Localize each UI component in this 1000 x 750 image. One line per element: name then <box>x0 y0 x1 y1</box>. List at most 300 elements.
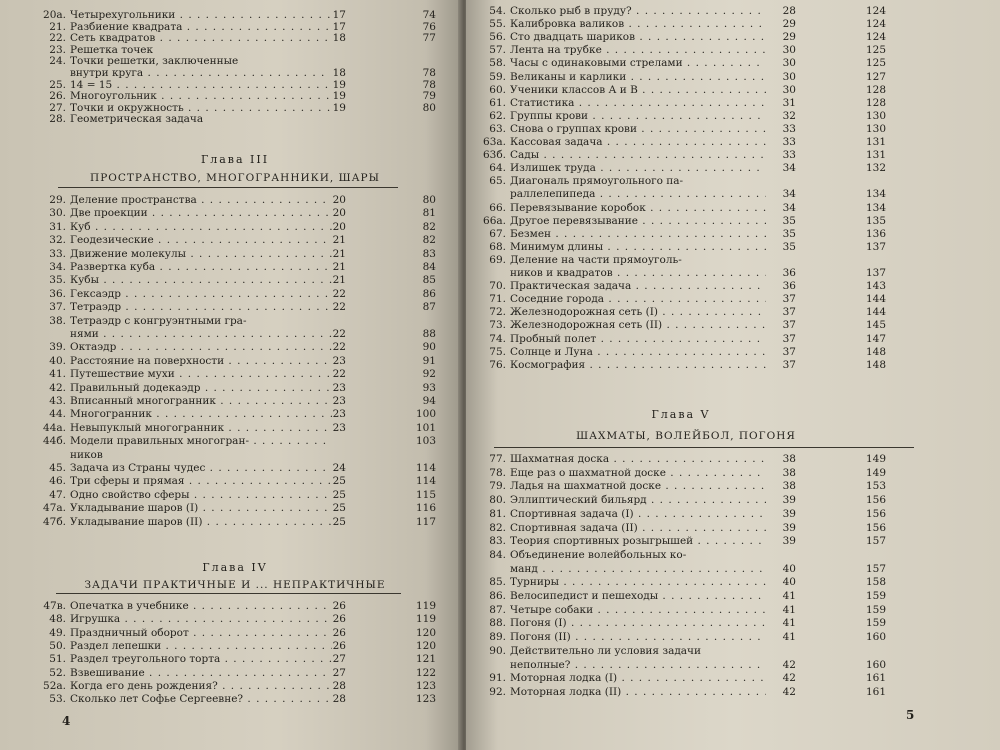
toc-entry <box>480 562 906 576</box>
toc-entry <box>480 479 906 493</box>
toc-entry-number: 35. <box>49 274 66 287</box>
toc-entry-title: Сады . . . <box>510 148 766 162</box>
toc-entry-solution-page: 92 <box>422 368 436 381</box>
toc-entry-problem-page: 21 <box>332 261 346 273</box>
right-page-number: 5 <box>906 708 915 722</box>
toc-entry <box>480 135 906 149</box>
toc-entry-solution-page: 123 <box>415 679 436 692</box>
toc-entry-title: Калибровка валиков . . . <box>510 17 766 31</box>
toc-entry-number: 73. <box>489 319 506 332</box>
toc-entry-problem-page: 37 <box>782 319 796 332</box>
toc-entry-number: 55. <box>489 18 506 31</box>
toc-entry-number: 63. <box>489 122 506 135</box>
toc-entry-solution-page: 84 <box>422 261 436 273</box>
toc-entry-solution-page: 149 <box>865 453 886 465</box>
toc-entry-solution-page: 147 <box>865 332 886 345</box>
toc-entry-title: Взвешивание . . . <box>70 666 332 680</box>
toc-entry-number: 62. <box>489 109 506 122</box>
toc-entry-title: Спортивная задача (I) . . . <box>510 507 766 521</box>
toc-entry-solution-page: 74 <box>422 9 436 21</box>
chapter-5-label: Глава V <box>651 408 711 421</box>
right-page <box>466 0 1000 750</box>
toc-entry-number: 25. <box>49 78 66 91</box>
toc-entry-solution-page: 82 <box>422 220 436 233</box>
toc-entry <box>480 279 906 293</box>
toc-entry-problem-page: 39 <box>782 507 796 520</box>
toc-entry-problem-page: 33 <box>782 149 796 162</box>
toc-entry-solution-page: 130 <box>865 109 886 122</box>
toc-entry-title: Раздел треугольного торта . . . <box>70 652 332 666</box>
toc-entry-problem-page: 30 <box>782 57 796 70</box>
toc-entry-title: Статистика . . . <box>510 96 766 110</box>
toc-entry-number: 38. <box>49 314 66 327</box>
toc-entry-problem-page: 26 <box>332 600 346 612</box>
toc-entry-problem-page: 42 <box>782 685 796 698</box>
toc-entry-title: Решетка точек <box>70 43 154 56</box>
toc-entry-title: Лента на трубке . . . <box>510 43 766 57</box>
toc-entry-solution-page: 143 <box>865 280 886 293</box>
toc-entry-number: 70. <box>489 280 506 293</box>
toc-entry-title: Движение молекулы . . . <box>70 247 332 261</box>
toc-entry-title: Разбиение квадрата . . . <box>70 20 330 34</box>
toc-entry-number: 32. <box>49 234 66 247</box>
toc-entry-title: Еще раз о шахматной доске . . . <box>510 466 766 480</box>
toc-entry-title: Тетраэдр с конгруэнтными гра- <box>70 314 247 327</box>
toc-entry <box>480 589 906 603</box>
toc-entry-title: Модели правильных многогран- . . . <box>70 434 332 448</box>
toc-entry-title: Группы крови . . . <box>510 109 766 123</box>
toc-entry-number: 91. <box>489 672 506 685</box>
toc-entry-number: 49. <box>49 626 66 639</box>
toc-entry-number: 78. <box>489 466 506 479</box>
toc-entry-number: 39. <box>49 341 66 354</box>
toc-entry-number: 87. <box>489 603 506 616</box>
toc-entry <box>480 83 906 97</box>
toc-entry-problem-page: 29 <box>782 31 796 44</box>
toc-entry-problem-page: 18 <box>332 67 346 79</box>
toc-entry-number: 92. <box>489 685 506 698</box>
toc-entry-title: Турниры . . . <box>510 575 766 589</box>
toc-entry <box>480 214 906 228</box>
toc-entry-solution-page: 144 <box>865 306 886 319</box>
toc-entry-problem-page: 21 <box>332 274 346 287</box>
toc-entry <box>480 253 906 267</box>
toc-entry-number: 86. <box>489 590 506 602</box>
toc-entry-title: Праздничный оборот . . . <box>70 626 332 640</box>
toc-entry-title: Задача из Страны чудес . . . <box>70 461 332 475</box>
toc-entry-problem-page: 22 <box>332 301 346 314</box>
toc-entry-problem-page: 35 <box>782 240 796 253</box>
toc-entry-title: Снова о группах крови . . . <box>510 122 766 136</box>
toc-entry <box>40 394 462 408</box>
toc-entry-title: Практическая задача . . . <box>510 279 766 293</box>
toc-entry <box>480 466 906 480</box>
toc-entry-solution-page: 131 <box>865 149 886 162</box>
toc-entry-solution-page: 137 <box>865 267 886 279</box>
toc-entry-number: 54. <box>489 5 506 17</box>
toc-entry-solution-page: 160 <box>865 631 886 644</box>
toc-entry-solution-page: 159 <box>865 617 886 630</box>
toc-entry-number: 67. <box>489 227 506 240</box>
toc-entry-problem-page: 42 <box>782 658 796 671</box>
toc-entry-solution-page: 122 <box>415 666 436 679</box>
toc-entry-problem-page: 23 <box>332 381 346 394</box>
toc-entry <box>480 70 906 84</box>
toc-entry-solution-page: 159 <box>865 590 886 602</box>
toc-entry-solution-page: 76 <box>422 20 436 33</box>
toc-entry-number: 72. <box>489 306 506 319</box>
toc-entry <box>40 434 462 448</box>
toc-entry <box>40 679 462 693</box>
toc-entry-number: 36. <box>49 287 66 300</box>
toc-entry-solution-page: 121 <box>415 653 436 666</box>
toc-entry-problem-page: 23 <box>332 395 346 407</box>
toc-entry <box>480 507 906 521</box>
toc-entry-number: 77. <box>489 453 506 465</box>
toc-entry-problem-page: 27 <box>332 666 346 679</box>
toc-entry-number: 71. <box>489 293 506 306</box>
toc-entry-title: Солнце и Луна . . . <box>510 345 766 359</box>
toc-entry-number: 59. <box>489 70 506 83</box>
toc-entry-title: Погоня (II) . . . <box>510 630 766 644</box>
toc-entry-title: Моторная лодка (II) . . . <box>510 685 766 699</box>
toc-entry-title: Великаны и карлики . . . <box>510 70 766 84</box>
toc-entry-problem-page: 40 <box>782 576 796 589</box>
toc-entry-number: 34. <box>49 261 66 273</box>
toc-entry-number: 44б. <box>42 435 66 448</box>
toc-entry-title: Велосипедист и пешеходы . . . <box>510 589 766 603</box>
toc-entry-title: Геодезические . . . <box>70 233 332 247</box>
toc-entry-title: Вписанный многогранник . . . <box>70 394 332 408</box>
toc-entry-title: Другое перевязывание . . . <box>510 214 766 228</box>
toc-entry <box>40 501 462 515</box>
toc-entry <box>480 201 906 215</box>
toc-entry-problem-page: 25 <box>332 475 346 488</box>
toc-entry <box>40 247 462 261</box>
toc-entry-solution-page: 158 <box>865 576 886 589</box>
toc-entry-title: Пробный полет . . . <box>510 332 766 346</box>
toc-entry-solution-page: 127 <box>865 70 886 83</box>
toc-entry-solution-page: 125 <box>865 57 886 70</box>
toc-entry-number: 64. <box>489 162 506 175</box>
toc-entry-solution-page: 157 <box>865 535 886 548</box>
toc-entry-problem-page: 28 <box>332 679 346 692</box>
chapter-5-title: ШАХМАТЫ, ВОЛЕЙБОЛ, ПОГОНЯ <box>576 430 796 442</box>
toc-entry-problem-page: 37 <box>782 345 796 358</box>
toc-entry-number: 53. <box>49 693 66 706</box>
toc-entry-number: 47б. <box>42 515 66 528</box>
toc-entry <box>480 534 906 548</box>
toc-entry-title: Геометрическая задача <box>70 113 204 126</box>
toc-entry-problem-page: 23 <box>332 408 346 421</box>
toc-entry-number: 20a. <box>43 9 66 21</box>
toc-entry-title: Четырехугольники . . . <box>70 8 330 22</box>
toc-entry-problem-page: 22 <box>332 368 346 381</box>
toc-entry <box>480 345 906 359</box>
toc-entry-problem-page: 34 <box>782 201 796 214</box>
toc-entry-solution-page: 116 <box>415 502 436 515</box>
toc-entry-problem-page: 20 <box>332 220 346 233</box>
toc-entry-problem-page: 36 <box>782 280 796 293</box>
toc-entry <box>480 616 906 630</box>
toc-entry-problem-page: 31 <box>782 96 796 109</box>
toc-entry-solution-page: 90 <box>422 341 436 354</box>
toc-entry <box>40 626 462 640</box>
toc-entry-number: 79. <box>489 480 506 493</box>
toc-entry <box>40 300 462 314</box>
toc-entry-number: 40. <box>49 354 66 367</box>
toc-entry <box>480 332 906 346</box>
toc-entry-problem-page: 26 <box>332 613 346 626</box>
toc-entry <box>40 381 462 395</box>
toc-entry-problem-page: 34 <box>782 162 796 175</box>
toc-entry-solution-page: 136 <box>865 227 886 240</box>
toc-entry <box>40 287 462 301</box>
toc-entry-number: 22. <box>49 32 66 45</box>
toc-entry-solution-page: 128 <box>865 96 886 109</box>
toc-entry-problem-page: 37 <box>782 332 796 345</box>
toc-entry-number: 63б. <box>482 149 506 162</box>
toc-entry <box>480 358 906 372</box>
toc-entry-problem-page: 20 <box>332 194 346 206</box>
toc-entry-number: 74. <box>489 332 506 345</box>
toc-entry-solution-page: 153 <box>865 480 886 493</box>
toc-entry <box>40 327 462 341</box>
toc-entry-problem-page: 27 <box>332 653 346 666</box>
toc-entry-solution-page: 114 <box>415 475 436 488</box>
toc-entry-problem-page: 20 <box>332 207 346 220</box>
toc-entry <box>480 685 906 699</box>
toc-entry-title: 14 = 15 . . . <box>70 78 330 92</box>
toc-entry-problem-page: 32 <box>782 109 796 122</box>
toc-entry-problem-page: 38 <box>782 466 796 479</box>
toc-entry-number: 45. <box>49 462 66 474</box>
toc-entry-number: 85. <box>489 576 506 589</box>
toc-entry-problem-page: 39 <box>782 521 796 534</box>
toc-entry-number: 68. <box>489 240 506 253</box>
toc-entry-title: Тетраэдр . . . <box>70 300 332 314</box>
toc-entry-title: Эллиптический бильярд . . . <box>510 493 766 507</box>
toc-entry-solution-page: 82 <box>422 234 436 247</box>
toc-entry-problem-page: 41 <box>782 603 796 616</box>
toc-entry-solution-page: 77 <box>422 32 436 45</box>
chapter-4-rule <box>56 593 401 594</box>
toc-entry-title: Моторная лодка (I) . . . <box>510 671 766 685</box>
toc-entry-solution-page: 161 <box>865 685 886 698</box>
toc-entry-problem-page: 30 <box>782 70 796 83</box>
toc-entry-problem-page: 33 <box>782 136 796 148</box>
toc-entry-title: Многоугольник . . . <box>70 89 330 103</box>
toc-entry-title: Излишек труда . . . <box>510 161 766 175</box>
toc-entry-number: 47. <box>49 488 66 501</box>
toc-entry-number: 51. <box>49 653 66 666</box>
chapter-4-label: Глава IV <box>202 561 268 574</box>
toc-entry <box>40 206 462 220</box>
chapter-4-title: ЗАДАЧИ ПРАКТИЧНЫЕ И ... НЕПРАКТИЧНЫЕ <box>84 579 386 591</box>
toc-entry-title: Соседние города . . . <box>510 292 766 306</box>
toc-entry <box>480 266 906 280</box>
toc-entry-title: Правильный додекаэдр . . . <box>70 381 332 395</box>
toc-entry <box>40 314 462 328</box>
toc-entry-solution-page: 85 <box>422 274 436 287</box>
toc-entry-title: внутри круга . . . <box>70 66 330 80</box>
toc-entry-title: ников <box>70 448 103 461</box>
toc-entry-number: 24. <box>49 55 66 68</box>
toc-entry-title: Многогранник . . . <box>70 407 332 421</box>
toc-entry <box>480 148 906 162</box>
toc-entry-title: Деление пространства . . . <box>70 193 332 207</box>
toc-entry-number: 28. <box>49 113 66 126</box>
toc-entry <box>480 122 906 136</box>
toc-entry <box>40 407 462 421</box>
toc-entry-problem-page: 22 <box>332 328 346 340</box>
toc-entry-problem-page: 39 <box>782 535 796 548</box>
toc-entry-problem-page: 24 <box>332 462 346 474</box>
toc-entry-number: 58. <box>489 57 506 70</box>
toc-entry <box>480 603 906 617</box>
toc-entry-problem-page: 35 <box>782 214 796 227</box>
toc-entry-title: Куб . . . <box>70 220 332 234</box>
toc-entry-problem-page: 41 <box>782 590 796 602</box>
toc-entry <box>40 112 462 126</box>
toc-entry-problem-page: 22 <box>332 341 346 354</box>
toc-entry-title: Октаэдр . . . <box>70 340 332 354</box>
toc-entry <box>480 161 906 175</box>
toc-entry-number: 56. <box>489 31 506 44</box>
toc-entry-number: 88. <box>489 617 506 630</box>
toc-entry-number: 31. <box>49 220 66 233</box>
toc-entry-solution-page: 119 <box>415 600 436 612</box>
toc-entry-title: Погоня (I) . . . <box>510 616 766 630</box>
toc-entry-solution-page: 137 <box>865 240 886 253</box>
toc-entry-title: Точки решетки, заключенные <box>70 55 239 68</box>
toc-entry <box>40 612 462 626</box>
toc-entry <box>40 666 462 680</box>
toc-entry-title: Развертка куба . . . <box>70 260 332 274</box>
toc-entry-number: 41. <box>49 368 66 381</box>
toc-entry-solution-page: 132 <box>865 162 886 175</box>
toc-entry-number: 52a. <box>43 679 66 692</box>
toc-entry <box>40 448 462 462</box>
left-page <box>0 0 462 750</box>
toc-entry <box>40 421 462 435</box>
toc-entry <box>40 474 462 488</box>
toc-entry <box>480 658 906 672</box>
toc-entry-problem-page: 38 <box>782 453 796 465</box>
toc-entry-title: Деление на части прямоуголь- <box>510 253 682 266</box>
toc-entry-solution-page: 135 <box>865 214 886 227</box>
toc-entry-problem-page: 35 <box>782 227 796 240</box>
toc-entry-title: Сто двадцать шариков . . . <box>510 30 766 44</box>
toc-entry-problem-page: 40 <box>782 562 796 575</box>
chapter-5-rule <box>494 447 914 448</box>
toc-entry-problem-page: 23 <box>332 421 346 434</box>
left-page-number: 4 <box>62 714 71 728</box>
toc-entry-problem-page: 17 <box>332 9 346 21</box>
toc-entry <box>480 521 906 535</box>
toc-entry <box>40 652 462 666</box>
toc-entry <box>40 639 462 653</box>
toc-entry-title: раллелепипеда . . . <box>510 187 766 201</box>
toc-entry-problem-page: 33 <box>782 122 796 135</box>
toc-entry-title: Ладья на шахматной доске . . . <box>510 479 766 493</box>
toc-entry-solution-page: 131 <box>865 136 886 148</box>
toc-entry-problem-page: 18 <box>332 32 346 45</box>
toc-entry <box>480 240 906 254</box>
toc-entry-solution-page: 124 <box>865 18 886 31</box>
toc-entry <box>40 273 462 287</box>
toc-entry-problem-page: 28 <box>332 693 346 706</box>
toc-entry-solution-page: 160 <box>865 658 886 671</box>
toc-entry-problem-page: 41 <box>782 631 796 644</box>
toc-entry-title: Железнодорожная сеть (II) . . . <box>510 318 766 332</box>
toc-entry <box>480 644 906 658</box>
toc-entry-number: 43. <box>49 395 66 407</box>
toc-entry <box>480 43 906 57</box>
toc-entry-problem-page: 39 <box>782 494 796 507</box>
toc-entry-solution-page: 161 <box>865 672 886 685</box>
toc-entry-problem-page: 30 <box>782 44 796 57</box>
toc-entry-problem-page: 37 <box>782 293 796 306</box>
toc-entry-number: 66a. <box>483 214 506 227</box>
toc-entry <box>480 548 906 562</box>
toc-entry-number: 47a. <box>43 502 66 515</box>
toc-entry <box>40 233 462 247</box>
toc-entry-number: 90. <box>489 644 506 657</box>
toc-entry <box>40 692 462 706</box>
toc-entry-title: неполные? . . . <box>510 658 766 672</box>
toc-entry-number: 33. <box>49 247 66 260</box>
toc-entry-solution-page: 148 <box>865 358 886 371</box>
toc-entry-number: 65. <box>489 175 506 188</box>
toc-entry-title: Гексаэдр . . . <box>70 287 332 301</box>
toc-entry-title: Ученики классов А и В . . . <box>510 83 766 97</box>
toc-entry-number: 84. <box>489 548 506 561</box>
toc-entry-solution-page: 156 <box>865 507 886 520</box>
toc-entry-title: Теория спортивных розыгрышей . . . <box>510 534 766 548</box>
toc-entry-problem-page: 23 <box>332 354 346 367</box>
toc-entry-problem-page: 17 <box>332 20 346 33</box>
toc-entry-solution-page: 134 <box>865 201 886 214</box>
toc-entry-problem-page: 34 <box>782 188 796 201</box>
toc-entry-solution-page: 124 <box>865 5 886 17</box>
toc-entry-solution-page: 148 <box>865 345 886 358</box>
toc-entry-solution-page: 149 <box>865 466 886 479</box>
toc-entry-title: Спортивная задача (II) . . . <box>510 521 766 535</box>
toc-entry-title: Четыре собаки . . . <box>510 603 766 617</box>
toc-entry-number: 82. <box>489 521 506 534</box>
toc-entry-solution-page: 130 <box>865 122 886 135</box>
toc-entry-number: 37. <box>49 301 66 314</box>
toc-entry-number: 47в. <box>43 600 66 612</box>
toc-entry-solution-page: 114 <box>415 462 436 474</box>
toc-entry-problem-page: 26 <box>332 626 346 639</box>
toc-entry-number: 89. <box>489 631 506 644</box>
toc-entry-number: 57. <box>489 44 506 57</box>
toc-entry-title: Невыпуклый многогранник . . . <box>70 421 332 435</box>
toc-entry <box>40 354 462 368</box>
toc-entry-solution-page: 94 <box>422 395 436 407</box>
toc-entry <box>480 318 906 332</box>
toc-entry <box>480 575 906 589</box>
toc-entry-solution-page: 157 <box>865 562 886 575</box>
toc-entry-title: Сколько лет Софье Сергеевне? . . . <box>70 692 332 706</box>
toc-entry-title: Объединение волейбольных ко- <box>510 548 687 561</box>
toc-entry-title: Игрушка . . . <box>70 612 332 626</box>
toc-entry-number: 63a. <box>483 136 506 148</box>
toc-entry <box>480 187 906 201</box>
toc-entry-title: Шахматная доска . . . <box>510 452 766 466</box>
